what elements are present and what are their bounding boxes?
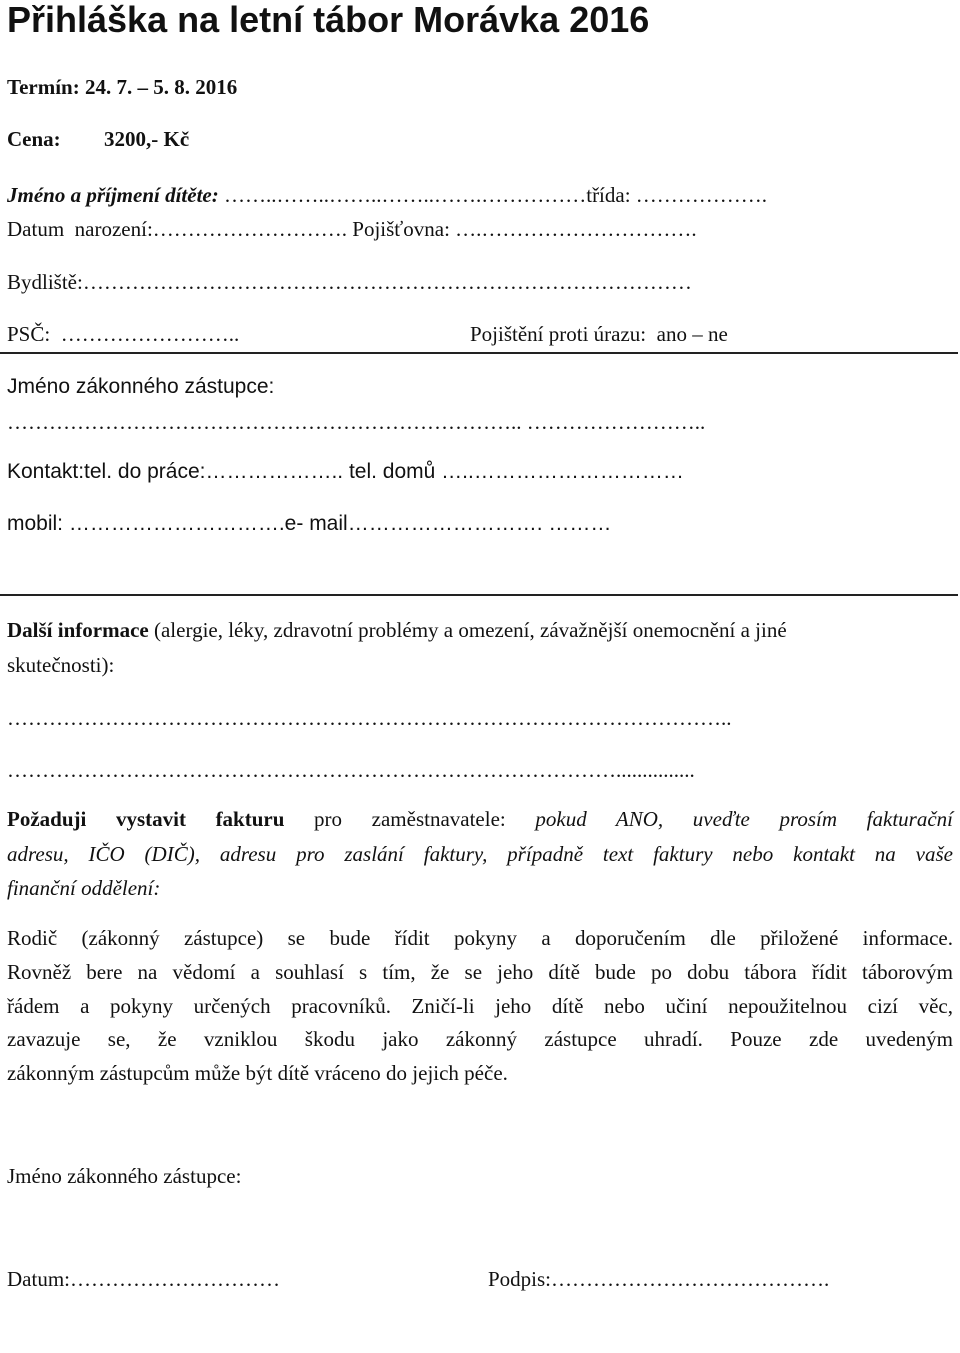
term-line: Termín: 24. 7. – 5. 8. 2016 <box>7 75 238 99</box>
consent-line-4: zavazuje se, že vzniklou škodu jako zákonný zástupce uhradí. Pouze zde uvedeným <box>7 1027 953 1051</box>
more-info-heading: Další informace <box>7 618 149 642</box>
zip-field[interactable]: PSČ: …………………….. <box>7 322 240 346</box>
child-name-dots: ……..……..……..……..…….……………třída: ………………. <box>218 183 768 207</box>
accident-insurance-field[interactable]: Pojištění proti úrazu: ano – ne <box>470 322 728 346</box>
more-info-line-2: skutečnosti): <box>7 653 115 677</box>
price-value: 3200,- Kč <box>104 127 190 151</box>
contact-field[interactable]: Kontakt:tel. do práce:……………….. tel. domů …..………………………… <box>7 460 684 483</box>
page-title: Přihláška na letní tábor Morávka 2016 <box>7 0 650 40</box>
mobile-email-field[interactable]: mobil: ………………………….e- mail………………………. ……… <box>7 512 612 535</box>
consent-line-3: řádem a pokyny určených pracovníků. Zničí-li jeho dítě nebo učiní nepoužitelnou cizí věc, <box>7 994 953 1018</box>
guardian-field[interactable]: ……………………………………………………………….. …………………….. <box>7 410 706 434</box>
consent-line-2: Rovněž bere na vědomí a souhlasí s tím, že se jeho dítě bude po dobu tábora řídit táborovým <box>7 960 953 984</box>
invoice-line-3: finanční oddělení: <box>7 876 161 900</box>
price-label: Cena: <box>7 127 61 151</box>
more-info-field-1[interactable]: ………………………………………………………………………………………….. <box>7 706 732 730</box>
consent-line-1: Rodič (zákonný zástupce) se bude řídit pokyny a doporučením dle přiložené informace. <box>7 926 953 950</box>
invoice-line-2: adresu, IČO (DIČ), adresu pro zaslání faktury, případně text faktury nebo kontakt na vaše <box>7 842 953 866</box>
signature-name-label: Jméno zákonného zástupce: <box>7 1164 242 1188</box>
more-info-field-2[interactable]: ……………………………………………………………………………............... <box>7 758 695 782</box>
consent-line-5: zákonným zástupcům může být dítě vráceno do jejich péče. <box>7 1061 508 1085</box>
address-field[interactable]: Bydliště:…………………………………………………………………………… <box>7 270 692 294</box>
divider-middle <box>0 594 958 596</box>
invoice-normal-text: pro zaměstnavatele: <box>284 807 536 831</box>
more-info-text: (alergie, léky, zdravotní problémy a omezení, závažnější onemocnění a jiné <box>148 618 787 642</box>
more-info-line-1 <box>7 617 787 643</box>
child-name-label: Jméno a příjmení dítěte: <box>7 183 219 207</box>
invoice-italic-text: pokud ANO, uveďte prosím fakturační <box>535 807 953 831</box>
signature-field[interactable]: Podpis:…………………………………. <box>488 1267 830 1291</box>
divider-top <box>0 352 958 354</box>
date-field[interactable]: Datum:………………………… <box>7 1267 280 1291</box>
guardian-label: Jméno zákonného zástupce: <box>7 375 275 398</box>
invoice-line-1 <box>7 806 953 832</box>
child-name-field[interactable] <box>7 182 767 208</box>
birth-date-field[interactable]: Datum narození:………………………. Pojišťovna: ….…………………………. <box>7 217 697 241</box>
invoice-heading: Požaduji vystavit fakturu <box>7 807 285 831</box>
